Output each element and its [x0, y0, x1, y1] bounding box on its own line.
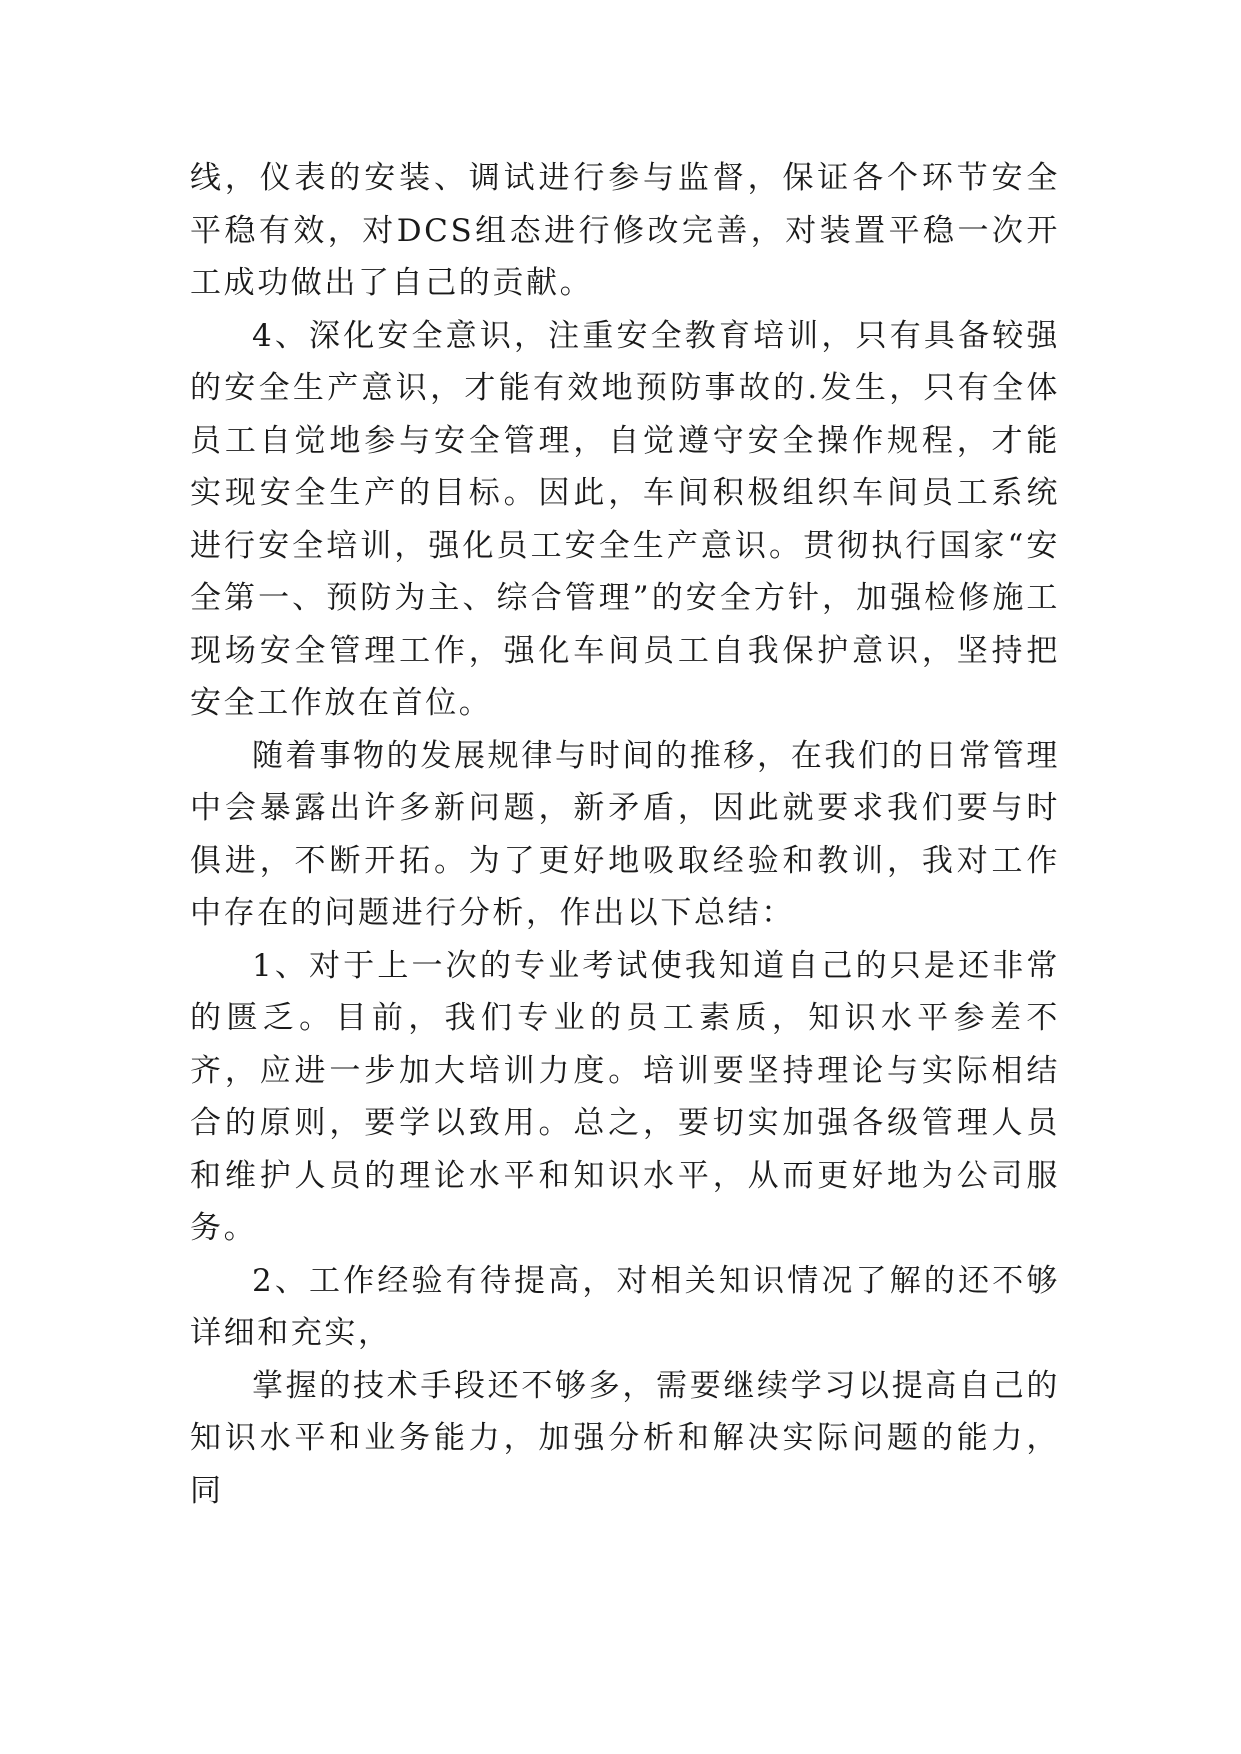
document-body — [190, 152, 1060, 1517]
paragraph-continuation: 线，仪表的安装、调试进行参与监督，保证各个环节安全平稳有效，对DCS组态进行修改完善，对装置平稳一次开工成功做出了自己的贡献。 — [190, 160, 1060, 301]
paragraph-item-2: 2、工作经验有待提高，对相关知识情况了解的还不够详细和充实， — [190, 1262, 1060, 1351]
paragraph-item-1: 1、对于上一次的专业考试使我知道自己的只是还非常的匮乏。目前，我们专业的员工素质，知识水平参差不齐，应进一步加大培训力度。培训要坚持理论与实际相结合的原则，要学以致用。总之，要切实加强各级管理人员和维护人员的理论水平和知识水平，从而更好地为公司服务。 — [190, 947, 1060, 1246]
paragraph-technical-means: 掌握的技术手段还不够多，需要继续学习以提高自己的知识水平和业务能力，加强分析和解决实际问题的能力，同 — [190, 1367, 1060, 1509]
paragraph-safety-awareness: 4、深化安全意识，注重安全教育培训，只有具备较强的安全生产意识，才能有效地预防事故的.发生，只有全体员工自觉地参与安全管理，自觉遵守安全操作规程，才能实现安全生产的目标。因此，车间积极组织车间员工系统进行安全培训，强化员工安全生产意识。贯彻执行国家“安全第一、预防为主、综合管理”的安全方针，加强检修施工现场安全管理工作，强化车间员工自我保护意识，坚持把安全工作放在首位。 — [190, 317, 1060, 721]
paragraph-summary-intro: 随着事物的发展规律与时间的推移，在我们的日常管理中会暴露出许多新问题，新矛盾，因此就要求我们要与时俱进，不断开拓。为了更好地吸取经验和教训，我对工作中存在的问题进行分析，作出以下总结： — [190, 737, 1060, 931]
